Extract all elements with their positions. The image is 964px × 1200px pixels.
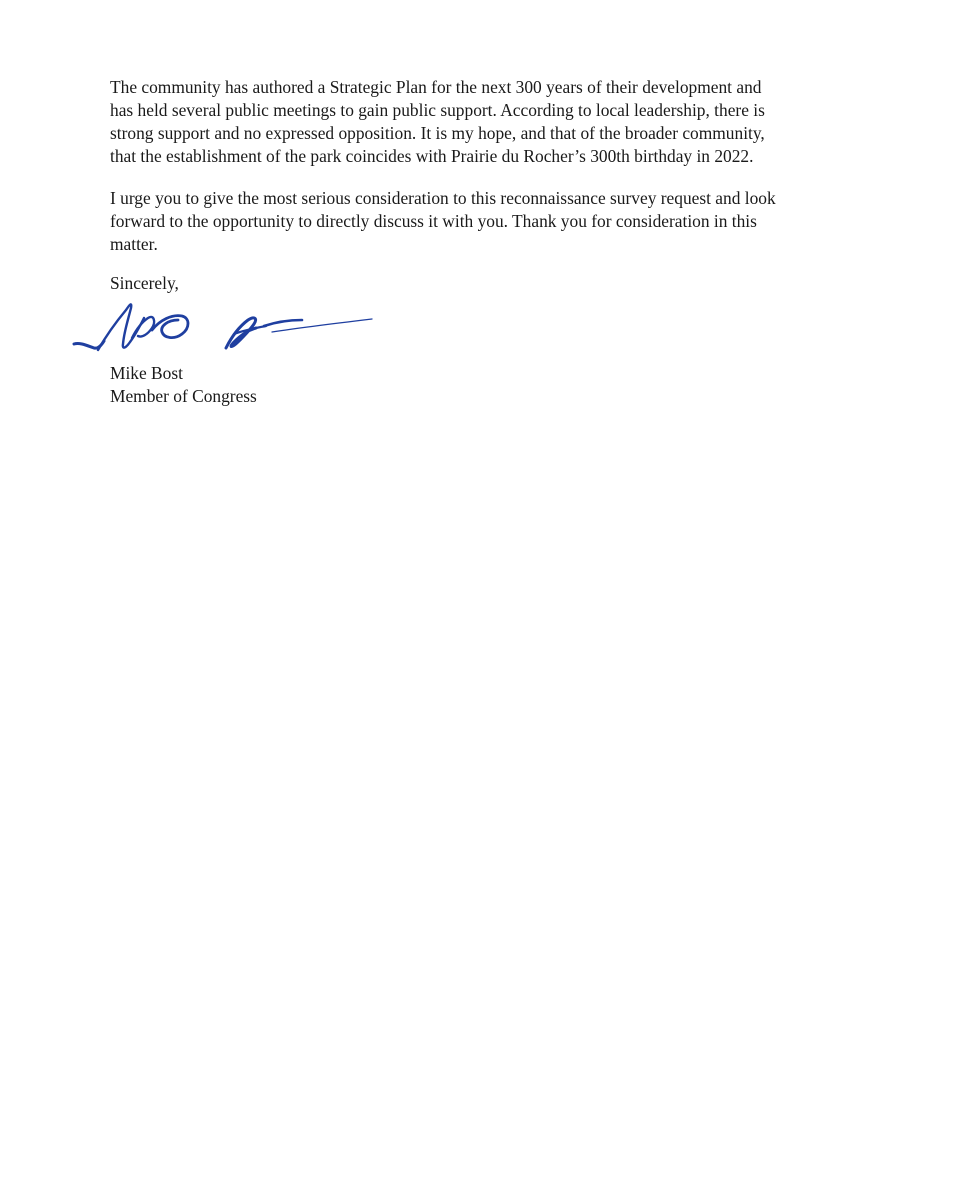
- closing-salutation: Sincerely,: [110, 273, 179, 293]
- text-line: that the establishment of the park coincides with Prairie du Rocher’s 300th birthday in 2022.: [110, 146, 754, 166]
- text-line: strong support and no expressed opposition. It is my hope, and that of the broader community,: [110, 123, 765, 143]
- signer-name: Mike Bost: [110, 363, 183, 383]
- body-paragraph: [110, 76, 870, 168]
- handwritten-signature: [68, 286, 378, 358]
- body-paragraph: [110, 187, 870, 256]
- text-line: forward to the opportunity to directly discuss it with you. Thank you for consideration in this: [110, 211, 757, 231]
- signer-title: Member of Congress: [110, 386, 257, 406]
- signature-block: [110, 362, 257, 408]
- text-line: I urge you to give the most serious consideration to this reconnaissance survey request and look: [110, 188, 776, 208]
- text-line: has held several public meetings to gain public support. According to local leadership, there is: [110, 100, 765, 120]
- text-line: The community has authored a Strategic Plan for the next 300 years of their development and: [110, 77, 762, 97]
- text-line: matter.: [110, 234, 158, 254]
